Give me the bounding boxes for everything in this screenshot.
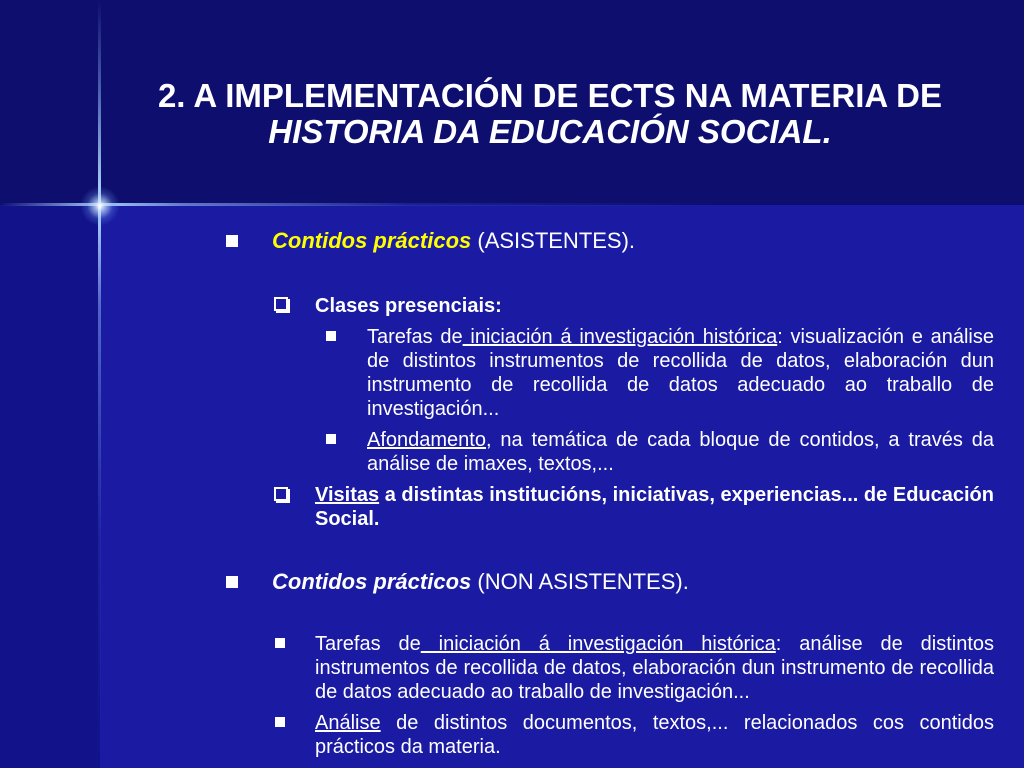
section1-sub2 xyxy=(315,483,994,531)
section2-heading-em: Contidos prácticos xyxy=(272,569,472,594)
section1-item2 xyxy=(367,428,994,476)
star-flare-icon xyxy=(80,186,120,226)
square-bullet-icon xyxy=(326,331,336,341)
section2-item1-prefix: Tarefas de xyxy=(315,633,421,655)
section2-item2 xyxy=(315,711,994,759)
section2-heading xyxy=(272,569,689,595)
square-bullet-icon xyxy=(226,235,238,247)
section2-item1-rest: : análise de distintos instrumentos de recollida de datos, elaboración dun instrumento de recollida de datos adecuado ao traballo de investigación... xyxy=(315,633,994,703)
section1-heading-rest: (ASISTENTES). xyxy=(471,228,636,253)
horizontal-light-line xyxy=(0,203,1024,206)
section1-item1-prefix: Tarefas de xyxy=(367,326,463,348)
section1-heading-em: Contidos prácticos xyxy=(272,228,472,253)
section1-sub1 xyxy=(315,294,994,318)
section2-item2-rest: de distintos documentos, textos,... relacionados cos contidos prácticos da materia. xyxy=(315,712,994,758)
left-band xyxy=(0,205,100,768)
section1-item1 xyxy=(367,325,994,421)
checkbox-bullet-icon xyxy=(274,297,288,311)
square-bullet-icon xyxy=(275,717,285,727)
title-line-1: 2. A IMPLEMENTACIÓN DE ECTS NA MATERIA DE xyxy=(157,77,943,114)
section1-item1-link: iniciación á investigación histórica xyxy=(462,326,778,348)
checkbox-bullet-icon xyxy=(274,487,288,501)
square-bullet-icon xyxy=(326,434,336,444)
section2-item2-link: Análise xyxy=(315,712,381,734)
section1-sub2-rest: a distintas institucións, iniciativas, experiencias... de Educación Social. xyxy=(315,484,994,530)
section1-item1-rest: : visualización e análise de distintos instrumentos de recollida de datos, elaboración dun instrumento de recollida de datos adecuado ao traballo de investigación... xyxy=(367,326,994,420)
section2-heading-rest: (NON ASISTENTES). xyxy=(471,569,689,594)
section1-item2-rest: , na temática de cada bloque de contidos, a través da análise de imaxes, textos,... xyxy=(367,429,994,475)
square-bullet-icon xyxy=(226,576,238,588)
title-line-2: HISTORIA DA EDUCACIÓN SOCIAL. xyxy=(268,113,832,150)
section1-item2-link: Afondamento xyxy=(367,429,486,451)
section1-heading xyxy=(272,228,635,254)
section1-sub2-link: Visitas xyxy=(315,484,380,506)
section1-sub1-label: Clases presenciais: xyxy=(315,295,502,317)
section2-item1-link: iniciación á investigación histórica xyxy=(420,633,776,655)
slide-title xyxy=(100,78,1000,150)
square-bullet-icon xyxy=(275,638,285,648)
section2-item1 xyxy=(315,632,994,704)
